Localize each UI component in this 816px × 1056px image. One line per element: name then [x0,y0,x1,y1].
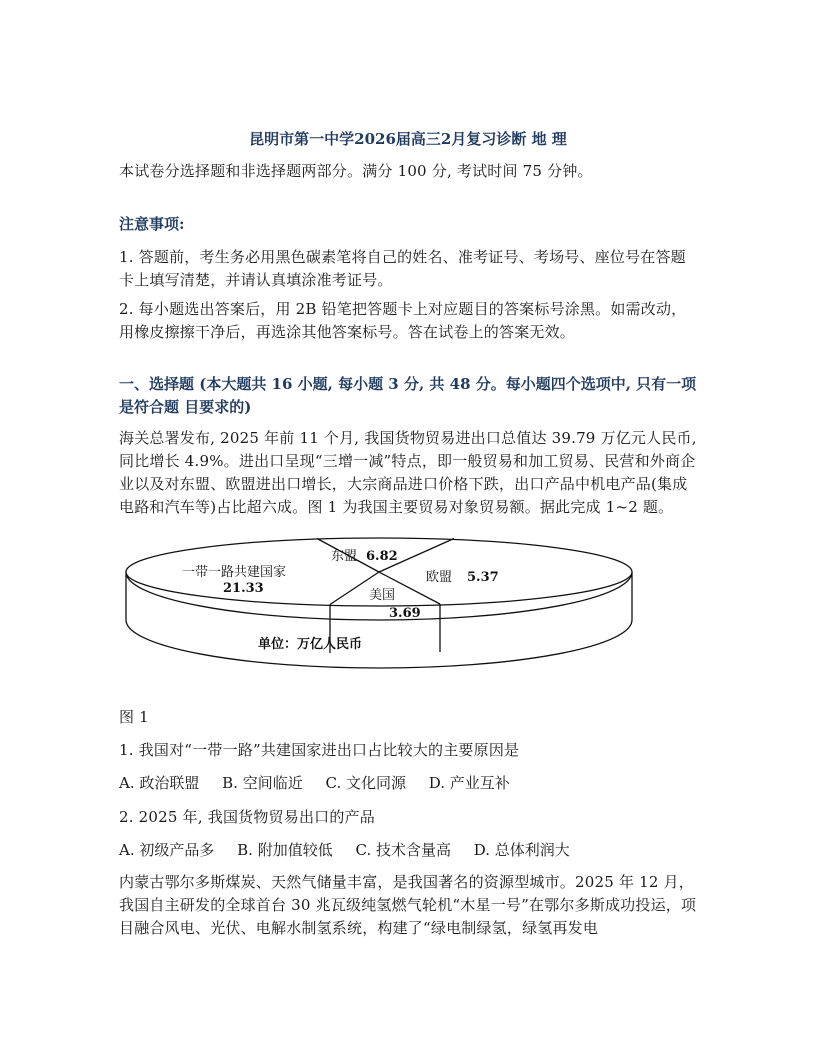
question-1-options [119,772,528,795]
exam-title: 昆明市第一中学2026届高三2月复习诊断 地 理 [249,130,567,148]
question-1-stem: 1. 我国对“一带一路”共建国家进出口占比较大的主要原因是 [119,741,520,759]
question-2-stem: 2. 2025 年, 我国货物贸易出口的产品 [119,808,375,826]
notice-item-1: 1. 答题前，考生务必用黑色碳素笔将自己的姓名、准考证号、考场号、座位号在答题卡上填写清楚，并请认真填涂准考证号。 [119,248,686,289]
q2-option-a[interactable]: A. 初级产品多 [119,841,215,859]
question-2-options [119,839,588,862]
q1-option-b[interactable]: B. 空间临近 [222,774,303,792]
pie-chart-svg [118,536,640,674]
material-text-1: 海关总署发布, 2025 年前 11 个月, 我国货物贸易进出口总值达 39.79 万亿元人民币, 同比增长 4.9%。进出口呈现“三增一减”特点，即一般贸易和加工贸易、民营和外商企业以及对东盟、欧盟进出口增长，大宗商品进口价格下跌，出口产品中机电产品(集成电路和汽车等)占比超六成。图 1 为我国主要贸易对象贸易额。据此完成 1~2 题。 [119,429,697,516]
unit-label: 单位：万亿人民币 [258,637,363,652]
trade-pie-figure [118,536,640,674]
figure-caption: 图 1 [119,708,149,726]
slice-label-bri: 一带一路共建国家 [182,565,287,580]
slice-value-us: 3.69 [389,606,421,621]
slice-value-asean: 6.82 [366,549,398,564]
q1-option-a[interactable]: A. 政治联盟 [119,774,200,792]
section-heading: 一、选择题 (本大题共 16 小题, 每小题 3 分, 共 48 分。每小题四个选项中, 只有一项是符合题 目要求的) [119,375,697,416]
q1-option-c[interactable]: C. 文化同源 [325,774,406,792]
slice-label-eu: 欧盟 [426,570,453,585]
material-text-2: 内蒙古鄂尔多斯煤炭、天然气储量丰富，是我国著名的资源型城市。2025 年 12 月，我国自主研发的全球首台 30 兆瓦级纯氢燃气轮机“木星一号”在鄂尔多斯成功投运，项目融合风电、光伏、电解水制氢系统，构建了“绿电制绿氢，绿氢再发电 [119,873,697,937]
slice-value-eu: 5.37 [467,570,499,585]
slice-label-us: 美国 [369,588,396,603]
q2-option-b[interactable]: B. 附加值较低 [237,841,333,859]
q1-option-d[interactable]: D. 产业互补 [428,774,510,792]
intro-text: 本试卷分选择题和非选择题两部分。满分 100 分, 考试时间 75 分钟。 [119,162,593,180]
q2-option-c[interactable]: C. 技术含量高 [355,841,451,859]
q2-option-d[interactable]: D. 总体利润大 [473,841,570,859]
notice-heading: 注意事项: [119,215,185,233]
slice-value-bri: 21.33 [223,581,264,596]
notice-item-2: 2. 每小题选出答案后，用 2B 铅笔把答题卡上对应题目的答案标号涂黑。如需改动，用橡皮擦擦干净后，再选涂其他答案标号。答在试卷上的答案无效。 [119,300,687,341]
slice-label-asean: 东盟 [331,549,358,564]
